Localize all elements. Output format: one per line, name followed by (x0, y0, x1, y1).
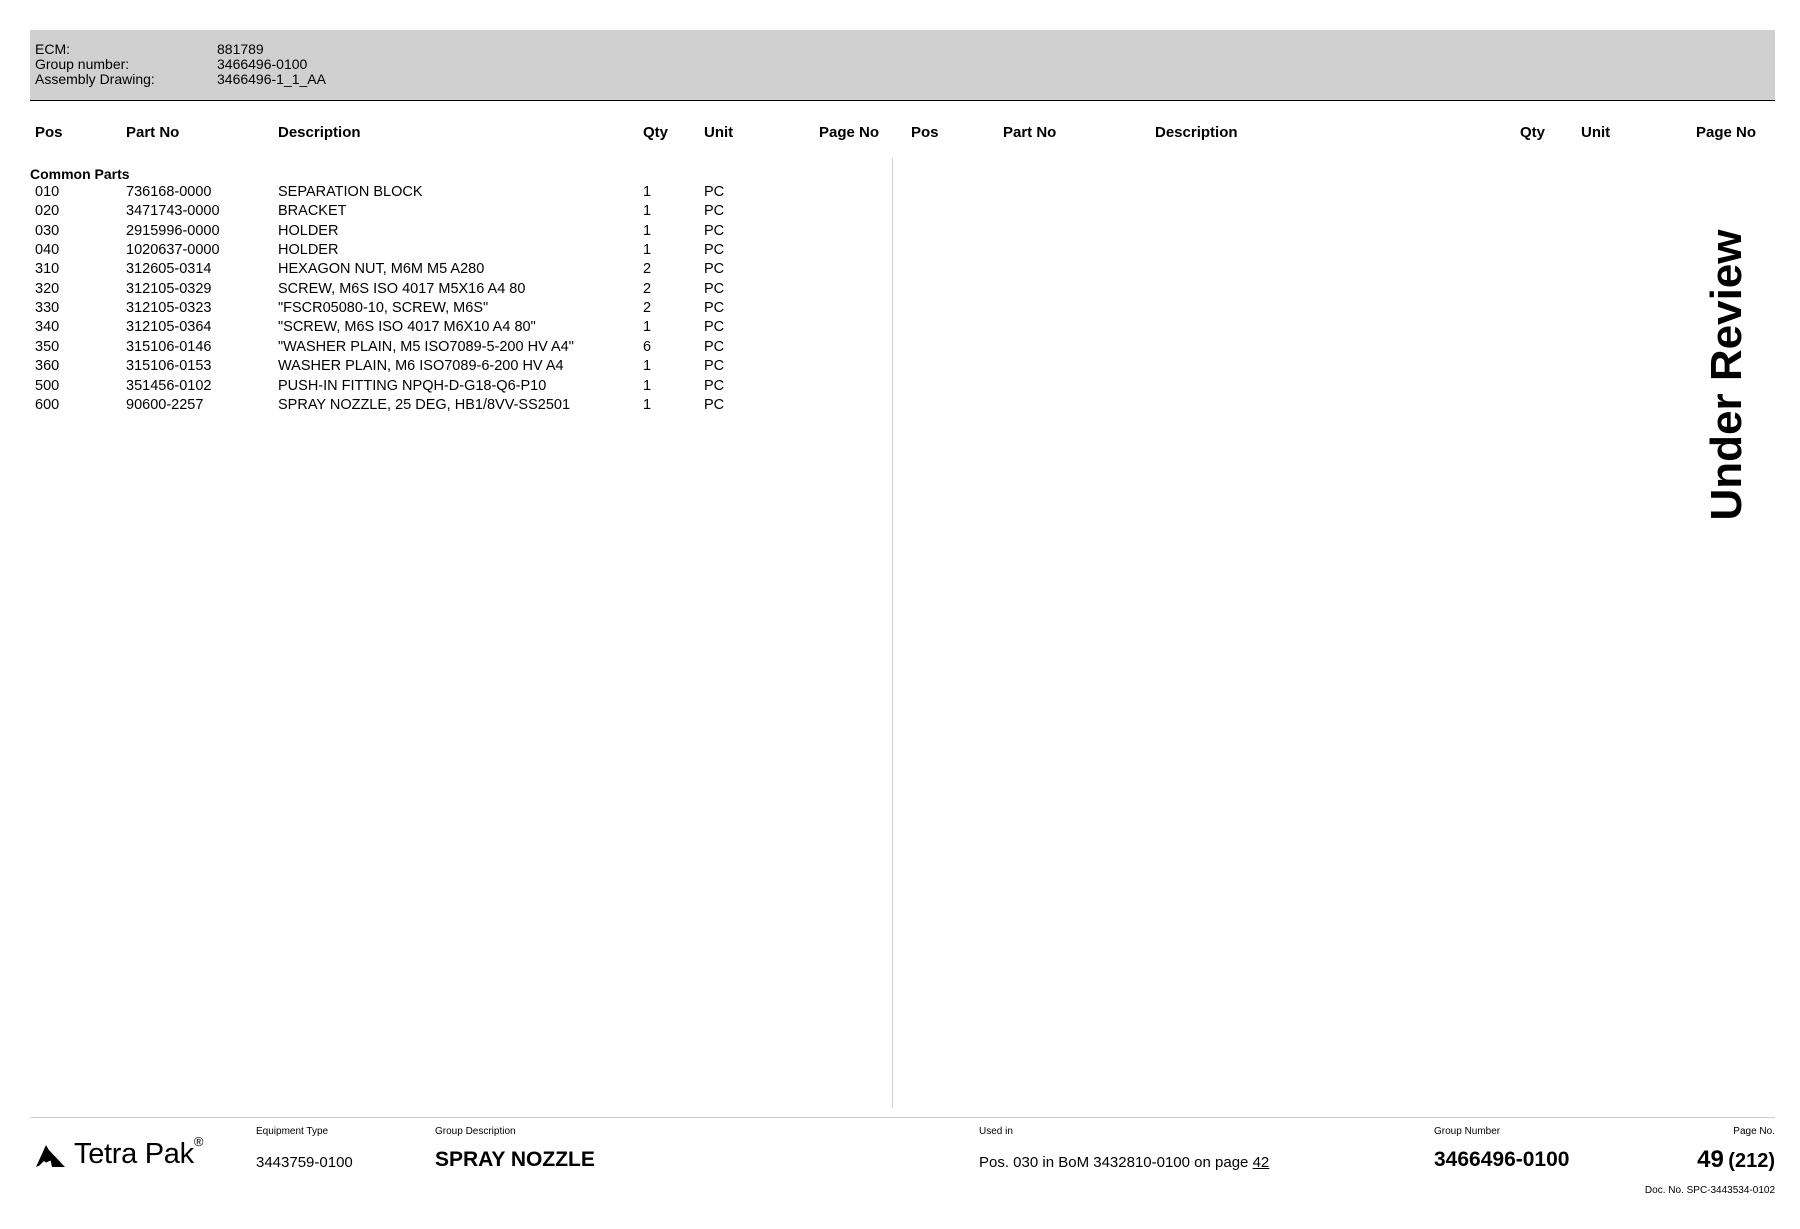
row-part-no: 312105-0323 (126, 300, 212, 317)
col-pageno-right: Page No (1696, 124, 1757, 141)
row-part-no: 312105-0364 (126, 319, 212, 336)
row-pos: 500 (35, 377, 60, 394)
row-description: PUSH-IN FITTING NPQH-D-G18-Q6-P10 (278, 377, 547, 394)
equipment-type-label: Equipment Type (256, 1126, 329, 1137)
row-pos: 360 (35, 358, 60, 375)
row-description: BRACKET (278, 203, 347, 220)
row-qty: 1 (643, 396, 652, 413)
group-number-footer-value: 3466496-0100 (1434, 1148, 1570, 1171)
ecm-value: 881789 (217, 41, 264, 57)
row-qty: 1 (643, 377, 652, 394)
row-unit: PC (704, 261, 725, 278)
page-total: (212) (1728, 1150, 1775, 1172)
page-number (1697, 1146, 1775, 1174)
under-review-watermark: Under Review (1702, 229, 1751, 521)
document-header (30, 30, 1775, 101)
row-part-no: 315106-0146 (126, 338, 212, 355)
row-unit: PC (704, 358, 725, 375)
col-description-left: Description (278, 124, 361, 141)
row-part-no: 2915996-0000 (126, 222, 220, 239)
row-part-no: 351456-0102 (126, 377, 212, 394)
assembly-drawing-label: Assembly Drawing: (35, 71, 155, 87)
row-pos: 350 (35, 338, 60, 355)
row-pos: 310 (35, 261, 60, 278)
row-pos: 330 (35, 300, 60, 317)
col-unit-right: Unit (1581, 124, 1611, 141)
row-description: "SCREW, M6S ISO 4017 M6X10 A4 80" (278, 319, 536, 336)
ecm-label: ECM: (35, 41, 70, 57)
row-unit: PC (704, 222, 725, 239)
row-description: HEXAGON NUT, M6M M5 A280 (278, 261, 485, 278)
row-unit: PC (704, 203, 725, 220)
row-part-no: 736168-0000 (126, 184, 212, 200)
row-unit: PC (704, 338, 725, 355)
row-pos: 340 (35, 319, 60, 336)
used-in-label: Used in (979, 1126, 1013, 1137)
row-qty: 1 (643, 319, 652, 336)
brand-name: Tetra Pak® (74, 1134, 204, 1170)
group-description-value: SPRAY NOZZLE (435, 1148, 595, 1171)
row-qty: 1 (643, 242, 652, 259)
group-number-footer-label: Group Number (1434, 1126, 1501, 1137)
row-qty: 2 (643, 300, 652, 317)
row-qty: 1 (643, 184, 652, 200)
row-description: SEPARATION BLOCK (278, 184, 423, 200)
row-pos: 320 (35, 280, 60, 297)
tetra-pak-logo (34, 1134, 204, 1171)
row-description: SPRAY NOZZLE, 25 DEG, HB1/8VV-SS2501 (278, 396, 571, 413)
row-description: "FSCR05080-10, SCREW, M6S" (278, 300, 489, 317)
row-qty: 1 (643, 203, 652, 220)
row-description: HOLDER (278, 222, 339, 239)
document-number: Doc. No. SPC-3443534-0102 (1644, 1185, 1775, 1196)
row-unit: PC (704, 319, 725, 336)
row-part-no: 315106-0153 (126, 358, 212, 375)
row-description: SCREW, M6S ISO 4017 M5X16 A4 80 (278, 280, 526, 297)
row-unit: PC (704, 280, 725, 297)
row-pos: 030 (35, 222, 60, 239)
row-qty: 1 (643, 358, 652, 375)
col-description-right: Description (1155, 124, 1238, 141)
row-qty: 1 (643, 222, 652, 239)
row-part-no: 3471743-0000 (126, 203, 220, 220)
row-qty: 2 (643, 280, 652, 297)
row-qty: 2 (643, 261, 652, 278)
col-qty-right: Qty (1520, 124, 1546, 141)
col-unit-left: Unit (704, 124, 734, 141)
col-partno-right: Part No (1003, 124, 1057, 141)
used-in-value (979, 1154, 1269, 1171)
equipment-type-value: 3443759-0100 (256, 1154, 353, 1171)
row-part-no: 312605-0314 (126, 261, 212, 278)
row-unit: PC (704, 300, 725, 317)
assembly-drawing-value: 3466496-1_1_AA (217, 71, 326, 87)
row-description: HOLDER (278, 242, 339, 259)
row-unit: PC (704, 242, 725, 259)
page-current: 49 (1697, 1146, 1724, 1173)
col-pageno-left: Page No (819, 124, 880, 141)
section-title: Common Parts (30, 166, 130, 182)
row-qty: 6 (643, 338, 652, 355)
page-no-label: Page No. (1733, 1126, 1775, 1137)
col-qty-left: Qty (643, 124, 669, 141)
footer-divider (30, 1117, 1775, 1118)
group-number-label: Group number: (35, 56, 130, 72)
group-number-value: 3466496-0100 (217, 56, 308, 72)
row-part-no: 1020637-0000 (126, 242, 220, 259)
row-description: WASHER PLAIN, M6 ISO7089-6-200 HV A4 (278, 358, 564, 375)
row-description: "WASHER PLAIN, M5 ISO7089-5-200 HV A4" (278, 338, 574, 355)
row-pos: 020 (35, 203, 60, 220)
col-pos-left: Pos (35, 124, 63, 141)
used-in-text: Pos. 030 in BoM 3432810-0100 on page (979, 1154, 1249, 1171)
col-pos-right: Pos (911, 124, 939, 141)
tetra-pak-triangle-icon (34, 1141, 68, 1169)
row-pos: 010 (35, 184, 60, 200)
row-pos: 040 (35, 242, 60, 259)
row-part-no: 312105-0329 (126, 280, 212, 297)
row-part-no: 90600-2257 (126, 396, 204, 413)
group-description-label: Group Description (435, 1126, 516, 1137)
row-pos: 600 (35, 396, 60, 413)
row-unit: PC (704, 396, 725, 413)
row-unit: PC (704, 377, 725, 394)
row-unit: PC (704, 184, 725, 200)
column-divider (892, 158, 893, 1108)
col-partno-left: Part No (126, 124, 180, 141)
used-in-page-link[interactable]: 42 (1252, 1154, 1270, 1171)
